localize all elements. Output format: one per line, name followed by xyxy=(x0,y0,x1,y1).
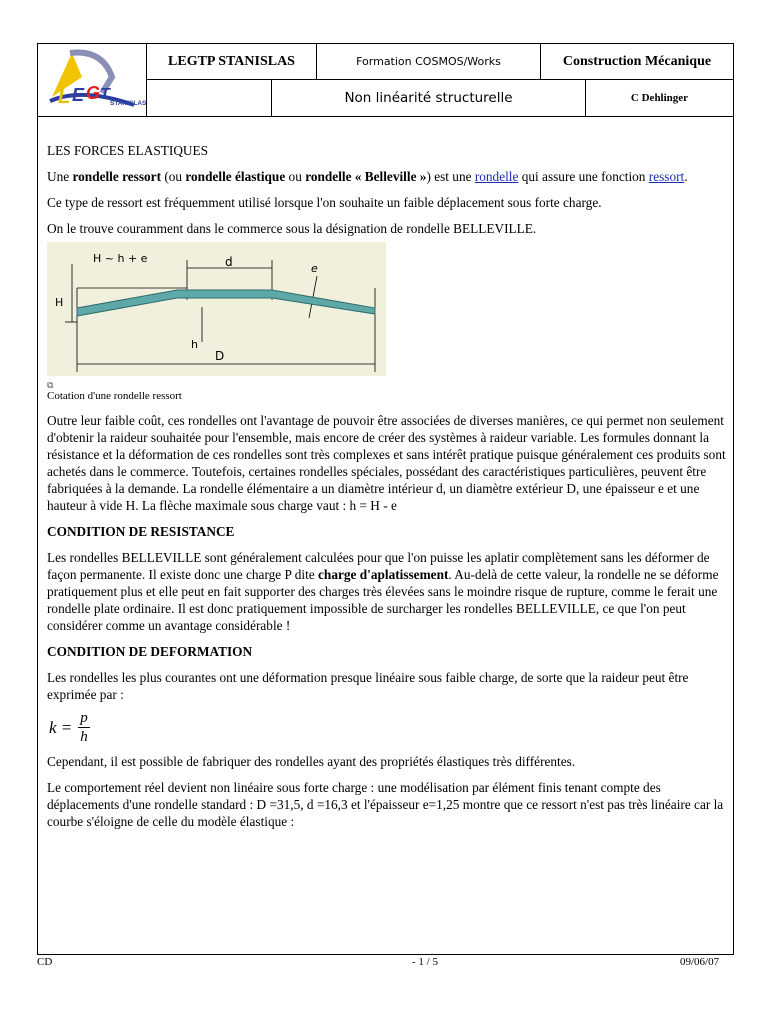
svg-text:h: h xyxy=(191,338,198,351)
link-ressort[interactable]: ressort xyxy=(648,169,685,184)
washer-dimension-figure xyxy=(47,242,386,376)
author-name: C Dehlinger xyxy=(630,92,689,104)
svg-text:d: d xyxy=(225,255,233,269)
section-heading: CONDITION DE DEFORMATION xyxy=(47,644,253,659)
section-heading: LES FORCES ELASTIQUES xyxy=(47,143,209,158)
svg-text:H ~ h + e: H ~ h + e xyxy=(93,252,148,265)
svg-text:H: H xyxy=(55,296,64,309)
paragraph: Outre leur faible coût, ces rondelles ont l'avantage de pouvoir être associées de diverses manières, ce qui permet non seulement d'obtenir la raideur souhaitée pour l'ensemble, mais encore de créer des systèmes à raideur variable. Les formules donnant la résistance et la déformation de ces rondelles sont très complexes et sans intérêt pratique puisque généralement ces produits sont achetés dans le commerce. Toutefois, certaines rondelles spéciales, possédant des caractéristiques particulières, peuvent être fabriquées à la demande. La rondelle élémentaire a un diamètre intérieur d, un diamètre extérieur D, une épaisseur e et une hauteur à vide H. La flèche maximale sous charge vaut : h = H - e xyxy=(47,413,726,513)
paragraph: Cependant, il est possible de fabriquer des rondelles ayant des propriétés élastiques très différentes. xyxy=(47,754,576,769)
figure-link-icon: ⧉ xyxy=(47,380,54,390)
formation-name: Formation COSMOS/Works xyxy=(317,44,541,80)
footer-date: 09/06/07 xyxy=(680,956,720,968)
lycee-logo-icon xyxy=(42,47,147,113)
figure-caption: Cotation d'une rondelle ressort xyxy=(47,390,182,402)
link-rondelle[interactable]: rondelle xyxy=(474,169,519,184)
paragraph: Ce type de ressort est fréquemment utilisé lorsque l'on souhaite un faible déplacement sous forte charge. xyxy=(47,195,602,210)
svg-text:e: e xyxy=(311,262,318,275)
logo xyxy=(38,44,147,116)
svg-text:STANISLAS: STANISLAS xyxy=(110,100,147,107)
school-name: LEGTP STANISLAS xyxy=(147,44,317,80)
svg-text:T: T xyxy=(100,86,110,103)
stiffness-formula: k = $\frac{p}{h}$ xyxy=(49,709,88,745)
paragraph: Les rondelles les plus courantes ont une déformation presque linéaire sous faible charge, de sorte que la raideur peut être exprimée par : xyxy=(47,670,689,702)
svg-text:L: L xyxy=(58,86,71,108)
svg-text:D: D xyxy=(215,349,225,363)
subject-name: Construction Mécanique xyxy=(541,44,733,80)
page-number: - 1 / 5 xyxy=(412,956,438,968)
page-frame xyxy=(37,43,734,955)
paragraph: Le comportement réel devient non linéaire sous forte charge : une modélisation par élément finis tenant compte des déplacements d'une rondelle standard : D =31,5, d =16,3 et l'épaisseur e=1,25 montre que ce ressort n'est pas très linéaire car la courbe s'éloigne de celle du modèle élastique : xyxy=(47,780,724,829)
document-body xyxy=(47,142,729,839)
document-title: Non linéarité structurelle xyxy=(271,80,586,116)
paragraph: Les rondelles BELLEVILLE sont généralement calculées pour que l'on puisse les aplatir complètement sans les déformer de façon permanente. Il existe donc une charge P dite charge d'aplatissement. Au-delà de cette valeur, la rondelle ne se déforme pratiquement plus et elle peut en fait supporter des charges très élevées sans le moindre risque de rupture, comme le ferait une rondelle plate ordinaire. Il est donc pratiquement impossible de surcharger les rondelles BELLEVILLE, ce que l'on peut considérer comme un avantage considérable ! xyxy=(47,550,719,633)
paragraph: On le trouve couramment dans le commerce sous la désignation de rondelle BELLEVILLE. xyxy=(47,221,537,236)
svg-text:G: G xyxy=(86,83,101,103)
footer-left: CD xyxy=(37,956,53,968)
washer-diagram-icon xyxy=(47,242,386,376)
svg-text:E: E xyxy=(72,85,85,105)
paragraph: Une rondelle ressort (ou rondelle élastique ou rondelle « Belleville ») est une rondelle qui assure une fonction ressort. xyxy=(47,169,688,184)
header-table xyxy=(38,44,733,117)
section-heading: CONDITION DE RESISTANCE xyxy=(47,524,235,539)
